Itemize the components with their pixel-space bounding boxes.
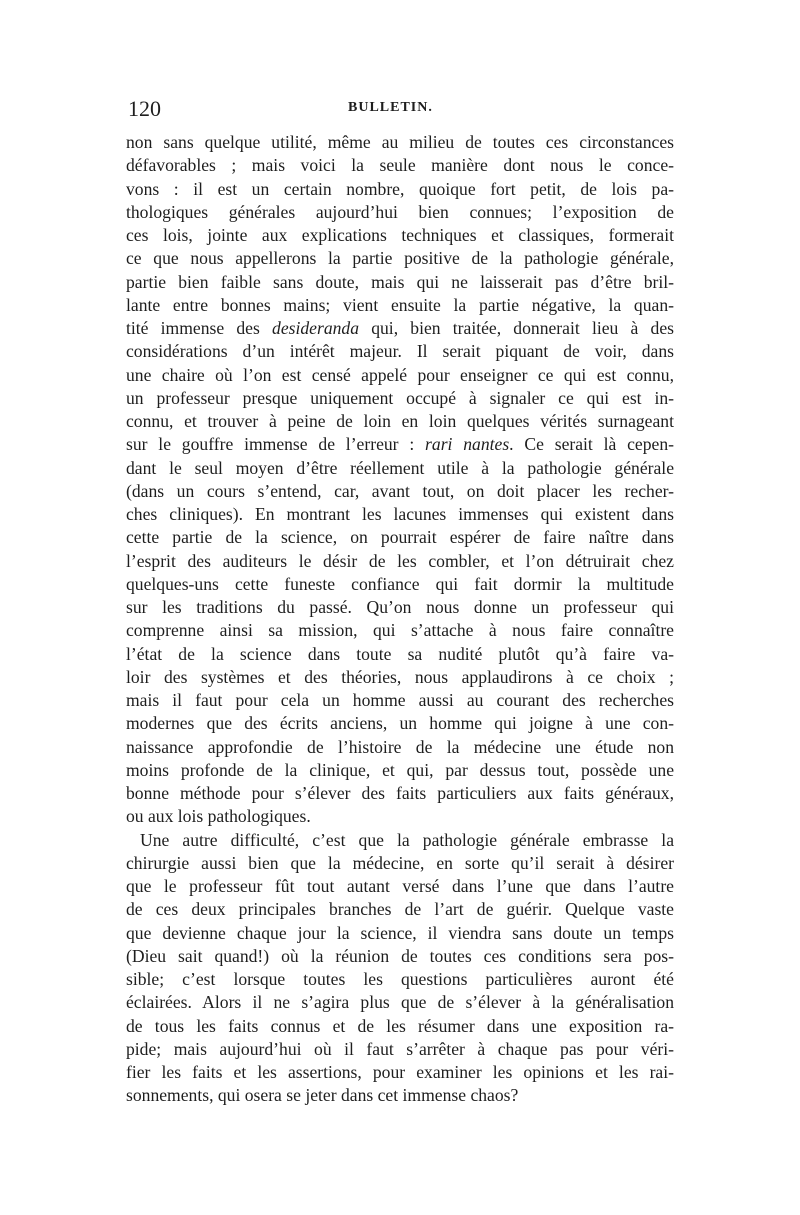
text-line [126, 991, 674, 1014]
page-number: 120 [128, 96, 161, 121]
line-text: ces lois, jointe aux explications techniques et classiques, formerait [126, 225, 674, 245]
line-text: . Ce serait là cepen- [509, 434, 674, 455]
text-line [126, 294, 674, 317]
line-text: dant le seul moyen d’être réellement utile à la pathologie générale [126, 457, 674, 478]
text-line [126, 619, 674, 642]
text-line [126, 154, 674, 177]
text-body [126, 131, 674, 1108]
text-line [126, 178, 674, 201]
text-line [126, 922, 674, 945]
text-line [126, 898, 674, 921]
line-text: considérations d’un intérêt majeur. Il serait piquant de voir, dans [126, 341, 674, 362]
line-text: sur le gouffre immense de l’erreur : [126, 434, 426, 455]
line-text: connu, et trouver à peine de loin en loin quelques vérités surnageant [126, 411, 674, 431]
line-text: fier les faits et les assertions, pour examiner les opinions et les rai- [126, 1062, 674, 1082]
line-text: éclairées. Alors il ne s’agira plus que de s’élever à la généralisation [126, 992, 674, 1013]
line-text: chirurgie aussi bien que la médecine, en sorte qu’il serait à désirer [126, 852, 674, 873]
line-text: loir des systèmes et des théories, nous applaudirons à ce choix ; [126, 666, 674, 687]
text-line [126, 666, 674, 689]
page-header [128, 96, 668, 122]
line-text: Une autre difficulté, c’est que la pathologie générale embrasse la [140, 829, 674, 850]
text-line [126, 968, 674, 991]
text-line [126, 829, 674, 852]
line-text: un professeur presque uniquement occupé à signaler ce qui est in- [126, 387, 674, 408]
text-line [126, 503, 674, 526]
text-line [126, 736, 674, 759]
text-line [126, 410, 674, 433]
line-text: comprenne ainsi sa mission, qui s’attache à nous faire connaître [126, 620, 674, 641]
line-text: sonnements, qui osera se jeter dans cet immense chaos? [126, 1085, 519, 1106]
line-text: ches cliniques). En montrant les lacunes immenses qui existent dans [126, 504, 674, 524]
line-text: que devienne chaque jour la science, il viendra sans doute un temps [126, 922, 674, 943]
text-line [126, 852, 674, 875]
line-text: pide; mais aujourd’hui où il faut s’arrêter à chaque pas pour véri- [126, 1038, 674, 1059]
text-line [126, 317, 674, 340]
line-text: vons : il est un certain nombre, quoique fort petit, de lois pa- [126, 178, 674, 199]
line-text: quelques-uns cette funeste confiance qui fait dormir la multitude [126, 573, 674, 594]
italic-phrase: rari nantes [425, 434, 510, 455]
line-text: de ces deux principales branches de l’art de guérir. Quelque vaste [126, 899, 674, 920]
text-line [126, 875, 674, 898]
text-line [126, 131, 674, 154]
text-line [126, 573, 674, 596]
line-text: défavorables ; mais voici la seule manière dont nous le conce- [126, 155, 674, 176]
text-line [126, 805, 674, 828]
line-text: ou aux lois pathologiques. [126, 806, 311, 827]
running-head: BULLETIN. [348, 100, 433, 115]
text-line [126, 340, 674, 363]
line-text: sur les traditions du passé. Qu’on nous donne un professeur qui [126, 597, 674, 617]
text-line [126, 712, 674, 735]
text-line [126, 550, 674, 573]
line-text: partie bien faible sans doute, mais qui ne laisserait pas d’être bril- [126, 271, 674, 292]
line-text: cette partie de la science, on pourrait espérer de faire naître dans [126, 527, 674, 548]
line-text: thologiques générales aujourd’hui bien connues; l’exposition de [126, 201, 674, 222]
line-text: qui, bien traitée, donnerait lieu à des [359, 318, 674, 338]
text-line [126, 1038, 674, 1061]
text-line [126, 387, 674, 410]
line-text: ce que nous appellerons la partie positive de la pathologie générale, [126, 248, 674, 269]
text-line [126, 1061, 674, 1084]
text-line [126, 643, 674, 666]
line-text: modernes que des écrits anciens, un homme qui joigne à une con- [126, 713, 674, 734]
text-line [126, 689, 674, 712]
text-line [126, 1084, 674, 1107]
text-line [126, 364, 674, 387]
line-text: que le professeur fût tout autant versé dans l’une que dans l’autre [126, 876, 674, 896]
italic-phrase: desideranda [272, 318, 360, 338]
line-text: lante entre bonnes mains; vient ensuite la partie négative, la quan- [126, 294, 674, 315]
line-text: moins profonde de la clinique, et qui, par dessus tout, possède une [126, 759, 674, 780]
text-line [126, 1015, 674, 1038]
line-text: (Dieu sait quand!) où la réunion de toutes ces conditions sera pos- [126, 945, 674, 966]
text-line [126, 201, 674, 224]
line-text: naissance approfondie de l’histoire de la médecine une étude non [126, 736, 674, 757]
line-text: sible; c’est lorsque toutes les questions particulières auront été [126, 969, 674, 989]
line-text: (dans un cours s’entend, car, avant tout, on doit placer les recher- [126, 480, 674, 501]
text-line [126, 224, 674, 247]
line-text: de tous les faits connus et de les résumer dans une exposition ra- [126, 1015, 674, 1036]
line-text: tité immense des [126, 318, 273, 338]
text-line [126, 271, 674, 294]
line-text: une chaire où l’on est censé appelé pour enseigner ce qui est connu, [126, 364, 674, 385]
text-line [126, 526, 674, 549]
line-text: l’esprit des auditeurs le désir de les combler, et l’on détruirait chez [126, 550, 674, 571]
text-line [126, 457, 674, 480]
line-text: bonne méthode pour s’élever des faits particuliers aux faits généraux, [126, 783, 674, 803]
text-line [126, 759, 674, 782]
text-line [126, 945, 674, 968]
line-text: non sans quelque utilité, même au milieu de toutes ces circonstances [126, 132, 674, 152]
text-line [126, 433, 674, 456]
text-line [126, 596, 674, 619]
text-line [126, 247, 674, 270]
line-text: l’état de la science dans toute sa nudité plutôt qu’à faire va- [126, 643, 674, 664]
line-text: mais il faut pour cela un homme aussi au courant des recherches [126, 690, 674, 710]
text-line [126, 782, 674, 805]
text-line [126, 480, 674, 503]
